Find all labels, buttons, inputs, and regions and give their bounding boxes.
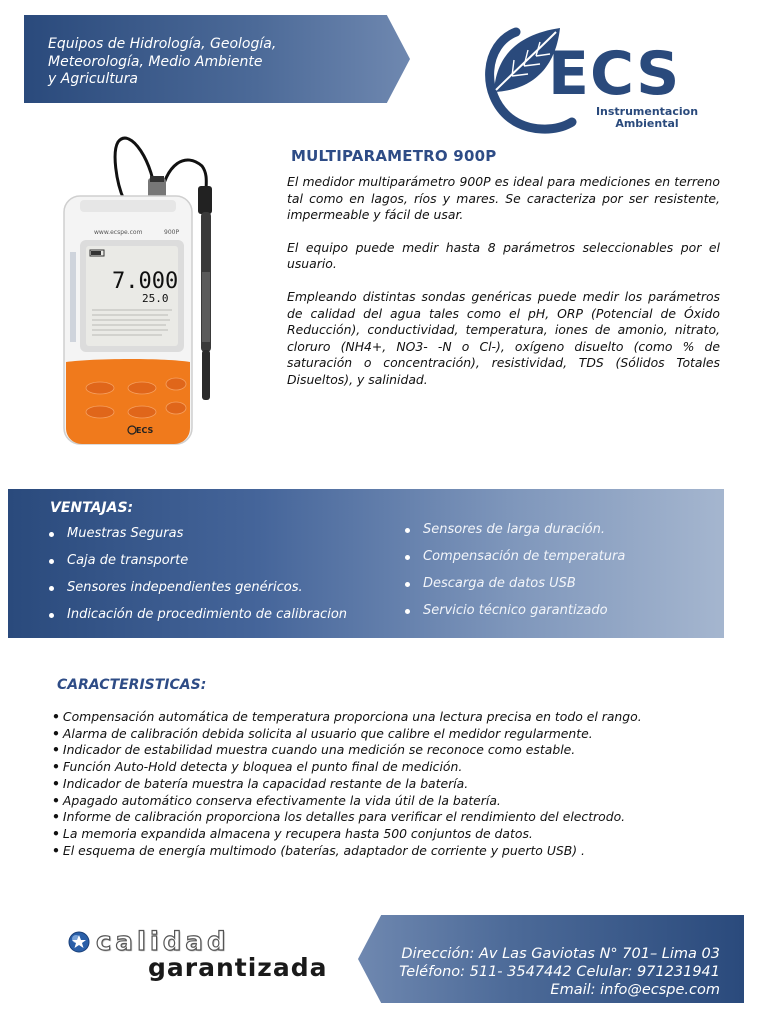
logo-subtitle-line1: Instrumentacion [595, 105, 699, 118]
calidad-word: calidad [96, 927, 230, 957]
caracteristica-item [52, 709, 732, 726]
bullet-icon: • [52, 809, 60, 825]
device-url: www.ecspe.com [94, 229, 143, 236]
display-temp-reading: 25.0 [142, 292, 169, 305]
logo-subtitle-line2: Ambiental [615, 117, 679, 130]
caracteristica-label: Informe de calibración proporciona los detalles para verificar el rendimiento del electrodo. [62, 809, 626, 825]
ventaja-item [405, 548, 625, 575]
caracteristica-label: Indicador de estabilidad muestra cuando una medición se reconoce como estable. [62, 742, 576, 758]
caracteristica-item [52, 793, 732, 810]
caracteristica-label: Apagado automático conserva efectivamente la vida útil de la batería. [62, 792, 501, 808]
caracteristica-item [52, 826, 732, 843]
bullet-icon: • [52, 792, 60, 808]
bullet-icon [405, 609, 410, 614]
bullet-icon: • [52, 742, 60, 758]
ventaja-label: Descarga de datos USB [423, 576, 576, 591]
caracteristica-label: Compensación automática de temperatura proporciona una lectura precisa en todo el rango. [62, 709, 642, 724]
ventaja-item [405, 521, 625, 548]
footer-email[interactable]: Email: info@ecspe.com [550, 982, 720, 998]
footer-address: Dirección: Av Las Gaviotas N° 701– Lima 03 [401, 946, 720, 962]
bullet-icon: • [52, 759, 60, 775]
product-paragraph: Empleando distintas sondas genéricas puede medir los parámetros de calidad del agua tales como el pH, ORP (Potencial de Óxido Reducción), conductividad, temperatura, iones de amonio, nitrato, cloruro (NH4+, NO3- -N o Cl-), oxígeno disuelto (como % de saturación o concentración), resistividad, TDS (Sólidos Totales Disueltos), y salinidad. [287, 288, 720, 387]
ventaja-label: Indicación de procedimiento de calibracion [67, 607, 348, 622]
ventaja-label: Muestras Seguras [67, 526, 184, 541]
bullet-icon [49, 586, 54, 591]
logo-subtitle [592, 106, 702, 130]
caracteristica-label: El esquema de energía multimodo (baterías, adaptador de corriente y puerto USB) . [62, 842, 585, 858]
ventajas-list-right [405, 521, 625, 629]
caracteristica-item [52, 726, 732, 743]
caracteristica-item [52, 776, 732, 793]
garantizada-word: garantizada [148, 953, 328, 982]
bullet-icon: • [52, 842, 60, 858]
product-title: MULTIPARAMETRO 900P [291, 147, 497, 165]
product-paragraph: El equipo puede medir hasta 8 parámetros seleccionables por el usuario. [287, 239, 720, 272]
display-main-reading: 7.000 [112, 269, 179, 294]
ventaja-item [405, 602, 625, 629]
ventaja-label: Caja de transporte [67, 553, 189, 568]
ventaja-label: Servicio técnico garantizado [423, 603, 608, 618]
device-model: 900P [164, 229, 180, 236]
ventaja-label: Compensación de temperatura [423, 549, 626, 564]
caracteristica-label: Alarma de calibración debida solicita al usuario que calibre el medidor regularmente. [62, 725, 593, 741]
product-image [56, 122, 256, 452]
ventaja-label: Sensores independientes genéricos. [67, 580, 303, 595]
caracteristicas-list [52, 709, 732, 859]
caracteristica-label: Indicador de batería muestra la capacidad restante de la batería. [62, 775, 469, 791]
caracteristica-label: Función Auto-Hold detecta y bloquea el punto final de medición. [62, 759, 463, 775]
bullet-icon: • [52, 775, 60, 791]
ventaja-label: Sensores de larga duración. [423, 522, 606, 537]
footer-contact [380, 945, 720, 999]
caracteristicas-title: CARACTERISTICAS: [57, 677, 207, 693]
logo-word: ECS [548, 39, 681, 109]
caracteristica-label: La memoria expandida almacena y recupera hasta 500 conjuntos de datos. [62, 825, 533, 841]
product-description [287, 174, 720, 405]
product-paragraph: El medidor multiparámetro 900P es ideal para mediciones en terreno tal como en lagos, ríos y mares. Se caracteriza por ser resistente, impermeable y fácil de usar. [287, 174, 720, 223]
bullet-icon [405, 555, 410, 560]
ventaja-item [49, 525, 347, 552]
bullet-icon [49, 532, 54, 537]
ventajas-title: VENTAJAS: [50, 500, 134, 516]
bullet-icon [405, 582, 410, 587]
bullet-icon [49, 613, 54, 618]
ventaja-item [49, 579, 347, 606]
caracteristica-item [52, 843, 732, 860]
bullet-icon: • [52, 709, 60, 724]
ventajas-list-left [49, 525, 347, 633]
ventaja-item [49, 606, 347, 633]
ventaja-item [405, 575, 625, 602]
caracteristica-item [52, 759, 732, 776]
footer-phone: Teléfono: 511- 3547442 Celular: 971231941 [399, 964, 720, 980]
bullet-icon [49, 559, 54, 564]
header-tagline: Equipos de Hidrología, Geología, Meteorología, Medio Ambiente y Agricultura [48, 36, 277, 87]
device-brand: ECS [136, 426, 154, 435]
caracteristica-item [52, 742, 732, 759]
bullet-icon: • [52, 825, 60, 841]
caracteristica-item [52, 809, 732, 826]
ventaja-item [49, 552, 347, 579]
bullet-icon: • [52, 725, 60, 741]
bullet-icon [405, 528, 410, 533]
